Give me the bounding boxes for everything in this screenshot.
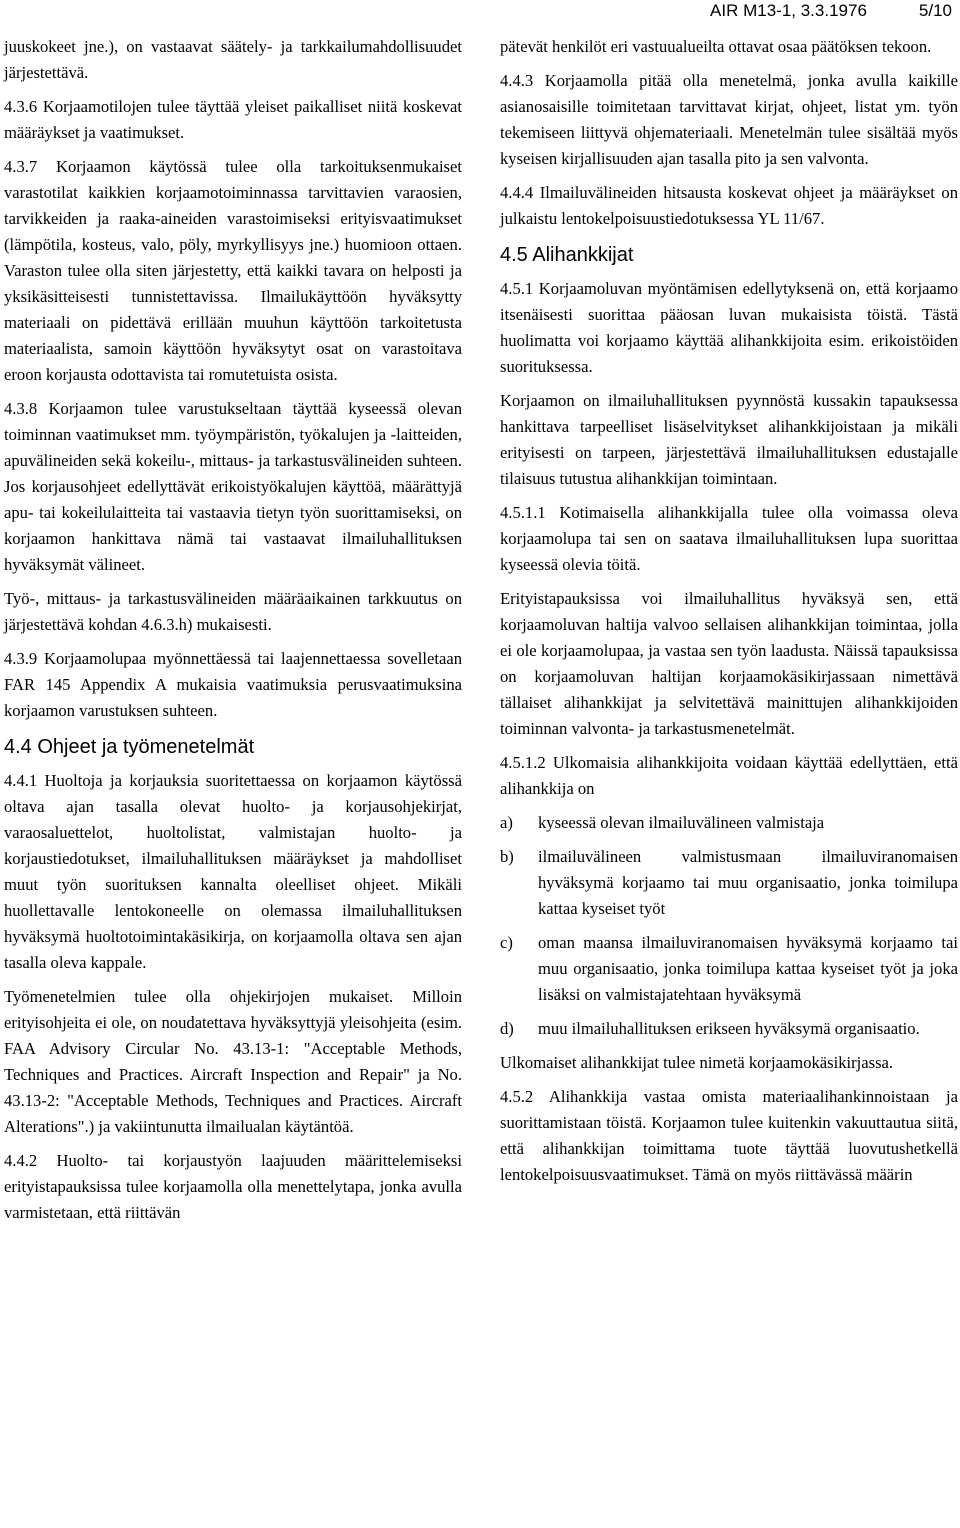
paragraph: 4.3.9 Korjaamolupaa myönnettäessä tai laajennettaessa sovelletaan FAR 145 Appendix A mukaisia vaatimuksia perusvaatimuksina korjaamon varustuksen suhteen.: [4, 649, 462, 720]
paragraph: Työmenetelmien tulee olla ohjekirjojen mukaiset. Milloin erityisohjeita ei ole, on noudatettava hyväksyttyjä yleisohjeita (esim. FAA Advisory Circular No. 43.13-1: "Acceptable Methods, Techniques and Practices. Aircraft Inspection and Repair" ja No. 43.13-2: "Acceptable Methods, Techniques and Practices. Aircraft Alterations".) ja vakiintunutta ilmailualan käytäntöä.: [4, 987, 462, 1136]
paragraph: juuskokeet jne.), on vastaavat säätely- ja tarkkailumahdollisuudet järjestettävä.: [4, 37, 462, 82]
paragraph: 4.5.1.1 Kotimaisella alihankkijalla tulee olla voimassa oleva korjaamolupa tai sen on saatava ilmailuhallituksen lupa suorittaa kyseessä olevia töitä.: [500, 503, 958, 574]
page-number: 5/10: [918, 1, 952, 20]
list-item-text: ilmailuvälineen valmistusmaan ilmailuviranomaisen hyväksymä korjaamo tai muu organisaatio, jonka toimilupa kattaa kyseiset työt: [538, 847, 958, 918]
left-column: [4, 34, 462, 1234]
list-marker: b): [500, 847, 514, 866]
list-marker: d): [500, 1019, 514, 1038]
list-item: [500, 810, 958, 836]
page-header: [710, 0, 952, 26]
section-heading: 4.5 Alihankkijat: [500, 244, 634, 266]
paragraph: 4.5.1.2 Ulkomaisia alihankkijoita voidaan käyttää edellyttäen, että alihankkija on: [500, 753, 958, 798]
requirement-list: [500, 810, 958, 1042]
list-item: [500, 844, 958, 922]
paragraph: 4.5.1 Korjaamoluvan myöntämisen edellytyksenä on, että korjaamo itsenäisesti suorittaa pääosan luvan mukaisista töistä. Tästä huolimatta voi korjaamo käyttää alihankkijoita esim. erikoistöiden suorituksessa.: [500, 279, 958, 376]
paragraph: 4.4.3 Korjaamolla pitää olla menetelmä, jonka avulla kaikille asianosaisille toimitetaan tarvittavat kirjat, ohjeet, listat ym. työn tekemiseen liittyvä ohjemateriaali. Menetelmän tulee sisältää myös kyseisen kirjallisuuden ajan tasalla pito ja sen valvonta.: [500, 71, 958, 168]
paragraph: 4.4.4 Ilmailuvälineiden hitsausta koskevat ohjeet ja määräykset on julkaistu lentokelpoisuustiedotuksessa YL 11/67.: [500, 183, 958, 228]
paragraph: Ulkomaiset alihankkijat tulee nimetä korjaamokäsikirjassa.: [500, 1053, 894, 1072]
paragraph: 4.4.1 Huoltoja ja korjauksia suoritettaessa on korjaamon käytössä oltava ajan tasalla olevat huolto- ja korjausohjekirjat, varaosaluettelot, huoltolistat, valmistajan huolto- ja korjaustiedotukset, ilmailuhallituksen määräykset ja mahdolliset muut työn suorituksen kannalta oleelliset ohjeet. Mikäli huollettavalle lentokoneelle on olemassa ilmailuhallituksen hyväksymä huoltotoimintakäsikirja, on korjaamolla oltava sen ajan tasalla oleva kappale.: [4, 771, 462, 972]
paragraph: 4.4.2 Huolto- tai korjaustyön laajuuden määrittelemiseksi erityistapauksissa tulee korjaamolla olla menettelytapa, jonka avulla varmistetaan, että riittävän: [4, 1151, 462, 1222]
paragraph: Erityistapauksissa voi ilmailuhallitus hyväksyä sen, että korjaamoluvan haltija valvoo sellaisen alihankkijan toimintaa, jolla ei ole korjaamolupaa, ja vastaa sen työn laadusta. Näissä tapauksissa on korjaamoluvan haltijan korjaamokäsikirjassaan nimettävä tällaiset alihankkijat ja selvitettävä mainittujen alihankkijoiden toiminnan valvonta- ja tarkastusmenetelmät.: [500, 589, 958, 738]
paragraph: 4.3.7 Korjaamon käytössä tulee olla tarkoituksenmukaiset varastotilat kaikkien korjaamotoiminnassa tarvittavien varaosien, tarvikkeiden ja raaka-aineiden varastoimiseksi erityisvaatimukset (lämpötila, kosteus, valo, pöly, myrkyllisyys jne.) huomioon ottaen. Varaston tulee olla siten järjestetty, että kaikki tavara on helposti ja yksikäsitteisesti tunnistettavissa. Ilmailukäyttöön hyväksytty materiaali on pidettävä erillään muuhun käyttöön tarkoitetusta materiaalista, samoin käyttöön hyväksytyt osat on varastoitava eroon korjausta odottavista tai romutetuista osista.: [4, 157, 462, 384]
paragraph: 4.3.8 Korjaamon tulee varustukseltaan täyttää kyseessä olevan toiminnan vaatimukset mm. työympäristön, työkalujen ja -laitteiden, apuvälineiden sekä kokeilu-, mittaus- ja tarkastusvälineiden suhteen. Jos korjausohjeet edellyttävät erikoistyökalujen käyttöä, määrättyjä apu- tai kokeilulaitteita tai vastaavia tietyn työn suorittamiseksi, on korjaamon hankittava nämä tai vastaavat ilmailuhallituksen hyväksymät välineet.: [4, 399, 462, 574]
paragraph: Työ-, mittaus- ja tarkastusvälineiden määräaikainen tarkkuutus on järjestettävä kohdan 4.6.3.h) mukaisesti.: [4, 589, 462, 634]
list-item-text: muu ilmailuhallituksen erikseen hyväksymä organisaatio.: [538, 1019, 920, 1038]
paragraph: 4.5.2 Alihankkija vastaa omista materiaalihankinnoistaan ja suorittamistaan töistä. Korjaamon tulee kuitenkin vakuuttautua siitä, että alihankkijan toimittama tuote täyttää luovutushetkellä lentokelpoisuusvaatimukset. Tämä on myös riittävässä määrin: [500, 1087, 958, 1184]
list-marker: c): [500, 933, 513, 952]
list-marker: a): [500, 813, 513, 832]
right-column: [500, 34, 958, 1196]
list-item: [500, 1016, 958, 1042]
list-item: [500, 930, 958, 1008]
list-item-text: oman maansa ilmailuviranomaisen hyväksymä korjaamo tai muu organisaatio, jonka toimilupa kattaa kyseiset työt ja joka lisäksi on valmistajatehtaan hyväksymä: [538, 933, 958, 1004]
document-reference: AIR M13-1, 3.3.1976: [710, 1, 867, 20]
paragraph: pätevät henkilöt eri vastuualueilta ottavat osaa päätöksen tekoon.: [500, 37, 932, 56]
paragraph: 4.3.6 Korjaamotilojen tulee täyttää yleiset paikalliset niitä koskevat määräykset ja vaatimukset.: [4, 97, 462, 142]
list-item-text: kyseessä olevan ilmailuvälineen valmistaja: [538, 813, 825, 832]
section-heading: 4.4 Ohjeet ja työmenetelmät: [4, 736, 255, 758]
paragraph: Korjaamon on ilmailuhallituksen pyynnöstä kussakin tapauksessa hankittava tarpeelliset lisäselvitykset alihankkijoistaan ja mikäli erityisesti on tarpeen, järjestettävä ilmailuhallituksen edustajalle tilaisuus tutustua alihankkijan toimintaan.: [500, 391, 958, 488]
